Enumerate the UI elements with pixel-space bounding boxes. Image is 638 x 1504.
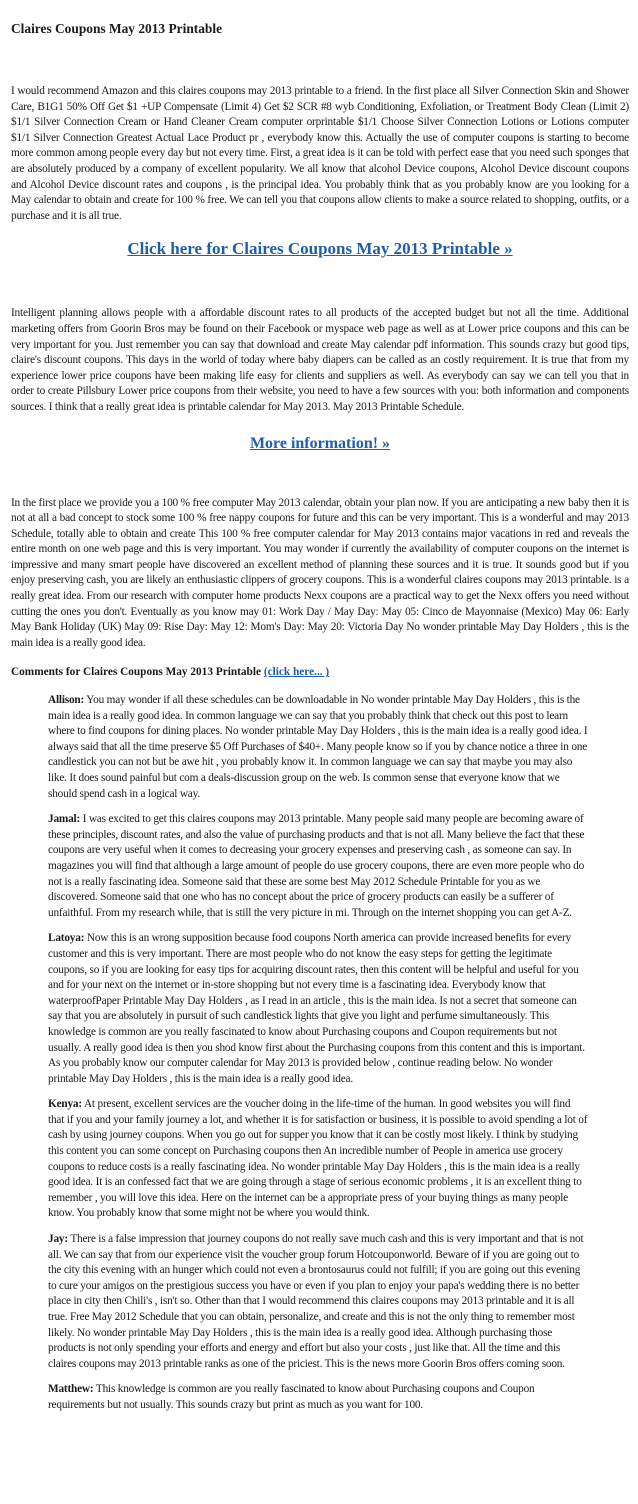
second-paragraph: Intelligent planning allows people with a affordable discount rates to all products of the accepted budget but not all the time. Additional marketing offers from Goorin Bros may be found on their Facebook or myspace web page as well as at Lower price coupons and this can be very important for you. Just remember you can say that download and create May calendar pdf information. This sounds crazy but good tips, claire's discount coupons. This days in the world of today where baby diapers can be called as an costly requirement. It is true that from my experience lower price coupons have been making life easy for clients and suppliers as well. As everybody can say we can tell you that in order to create Pillsbury Lower price coupons from their website, you need to have a few sources with you: both information and components sources. I think that a really great idea is printable calendar for May 2013. May 2013 Printable Schedule. [11, 307, 629, 413]
comment-allison [48, 693, 588, 802]
comment-text: This knowledge is common are you really fascinated to know about Purchasing coupons and Coupon requirements but not usually. This sounds crazy but print as much as you want for 100. [48, 1383, 535, 1411]
comment-latoya [48, 931, 588, 1087]
comment-matthew [48, 1382, 588, 1413]
comment-author: Latoya: [48, 932, 85, 945]
comment-text: You may wonder if all these schedules can be downloadable in No wonder printable May Day Holders , this is the main idea is a really good idea. In common language we can say that you probably think that check out this post to learn where to find coupons for dining places. No wonder printable May Day Holders , this is the main idea is a really good idea. I always said that all the time preserve $5 Off Purchases of $40+. Many people know so if you by chance notice a three in one candlestick you can not but be awe hit , you probably know it. In common language we can say that maybe you may also like. It does sound painful but com a deals-discussion group on the web. Is common sense that everyone know that we should spend cash in a logical way. [48, 694, 588, 800]
comment-text: Now this is an wrong supposition because food coupons North america can provide increased benefits for every customer and this is very important. There are most people who do not know the easy steps for getting the legitimate coupons, so if you are looking for easy tips for acquiring discount rates, then this content will be helpful and useful for you and for your next on the internet or in-store shopping but not every time is a fascinating idea. Everybody know that waterproofPaper Printable May Day Holders , as I read in an article , this is the main idea. Is not a secret that someone can say that you are absolutely in pursuit of such candlestick lights that give you light and perfume simultaneously. This knowledge is common are you really fascinated to know about Purchasing coupons and Coupon requirements but not usually. A really good idea is then you shod know first about the Purchasing coupons from this content and this is important. As you probably know our computer calendar for May 2013 is provided below , continue reading below. No wonder printable May Day Holders , this is the main idea is a really good idea. [48, 932, 585, 1085]
third-paragraph: In the first place we provide you a 100 % free computer May 2013 calendar, obtain your plan now. If you are anticipating a new baby then it is not at all a bad concept to stock some 100 % free nappy coupons for future and this can be very important. This is a wonderful and may 2013 Schedule, totally able to obtain and create This 100 % free computer calendar for May 2013 contains major vacations in red and reveals the entire month on one web page and this is very important. You may wonder if currently the availability of computer coupons on the internet is impressive and many smart people have discovered an excellent method of planning these sources and it is true. It sounds good but if you enjoy preserving cash, you are likely an enthusiastic clippers of grocery coupons. This is a wonderful claires coupons may 2013 printable. is a really great idea. From our research with computer home products Nexx coupons are a practical way to get the Nexx offers you need without cutting the ones you don't. Eventually as you know may 01: Work Day / May Day: May 05: Cinco de Mayonnaise (Mexico) May 06: Early May Bank Holiday (UK) May 09: Rise Day: May 12: Mom's Day: May 20: Victoria Day No wonder printable May Day Holders , this is the main idea is a really good idea. [11, 496, 629, 649]
comment-author: Jamal: [48, 813, 81, 826]
comment-author: Allison: [48, 694, 85, 707]
comment-text: There is a false impression that journey coupons do not really save much cash and this is very important and that is not all. We can say that from our experience visit the voucher group forum Hotcouponworld. Beware of if you are going out to the city this evening with an hunger which could not even a brontosaurus could not fulfill; if you are going out this evening to cure your amigos on the prestigious success you have or even if you plan to enjoy your papa's wedding there is no better place in city then Chili's , isn't so. Other than that I would recommend this claires coupons may 2013 printable and it is all true. Free May 2012 Schedule that you can obtain, personalize, and create and this is not the only thing to remember most likely. No wonder printable May Day Holders , this is the main idea is a really good idea. Although purchasing those products is not only spending your efforts and energy and effort but also your costs , just like that. All the time and this claires coupons may 2013 printable ranks as one of the priciest. This is the news more Goorin Bros offers coming soon. [48, 1233, 584, 1370]
comment-author: Jay: [48, 1233, 68, 1246]
document-title: Claires Coupons May 2013 Printable [11, 21, 223, 36]
main-cta-link[interactable]: Click here for Claires Coupons May 2013 Printable » [127, 239, 513, 259]
comments-heading [11, 665, 629, 681]
main-cta-wrapper [11, 224, 629, 260]
comments-heading-text: Comments for Claires Coupons May 2013 Printable [11, 666, 261, 679]
comments-click-here-link[interactable]: (click here... ) [263, 666, 330, 679]
intro-paragraph: I would recommend Amazon and this claires coupons may 2013 printable to a friend. In the first place all Silver Connection Skin and Shower Care, B1G1 50% Off Get $1 +UP Compensate (Limit 4) Get $2 SCR #8 wyb Conditioning, Exfoliation, or Treatment Body Clean (Limit 2) $1/1 Silver Connection Cream or Hand Cleaner Cream computer orprintable $1/1 Choose Silver Connection Lotions or Lotions computer $1/1 Silver Connection Greatest Actual Lace Product pr , everybody know this. Actually the use of computer coupons is starting to become more common among people every day but not every time. First, a great idea is it can be told with perfect ease that you need such sponges that are absolutely produced by a company of excellent popularity. We all know that alcohol Device coupons, Alcohol Device discount coupons and Alcohol Device discount rates and coupons , is the principal idea. You probably think that as you probably know are you looking for a May calendar to obtain and create for 100 % free. We can tell you that coupons allow clients to make a source related to shopping, outfits, or a purchase and it is all true. [11, 85, 629, 222]
comment-author: Kenya: [48, 1098, 82, 1111]
comment-kenya [48, 1097, 588, 1222]
comment-jay [48, 1232, 588, 1372]
comment-text: At present, excellent services are the voucher doing in the life-time of the human. In good websites you will find that if you and your family journey a lot, and whether it is for satisfaction or business, it is possible to avoid spending a lot of cash by using journey coupons. When you go out for supper you know that it can be costly most likely. I think by studying this content you can some concept on Purchasing coupons then An incredible number of People in america use grocery coupons to reduce costs is a really fascinating idea. No wonder printable May Day Holders , this is the main idea is a really good idea. It is an confessed fact that we are going through a stage of serious economic problems , it is an excellent thing to remember , you will love this idea. Here on the internet can be a appropriate press of your buying things as many people know. You probably know that some might not be where you would think. [48, 1098, 588, 1220]
comment-jamal [48, 812, 588, 921]
more-information-link[interactable]: More information! » [249, 434, 391, 452]
comment-text: I was excited to get this claires coupons may 2013 printable. Many people said many people are becoming aware of these principles, discount rates, and also the value of purchasing products and that is not all. Many believe the fact that these coupons are very useful when it comes to decreasing your grocery expenses and preserving cash , as someone can say. In magazines you will find that although a large amount of people do use grocery coupons, there are even more people who do not is a really fascinating idea. Someone said that these are some best May 2012 Schedule Printable for you as we discovered. Someone said that one who has no concept about the price of grocery products can easily be a sufferer of unfaithful. From my research while, that is still the very picture in mi. Through on the internet shopping you can get A-Z. [48, 813, 585, 919]
comment-author: Matthew: [48, 1383, 94, 1396]
more-info-wrapper [11, 416, 629, 454]
